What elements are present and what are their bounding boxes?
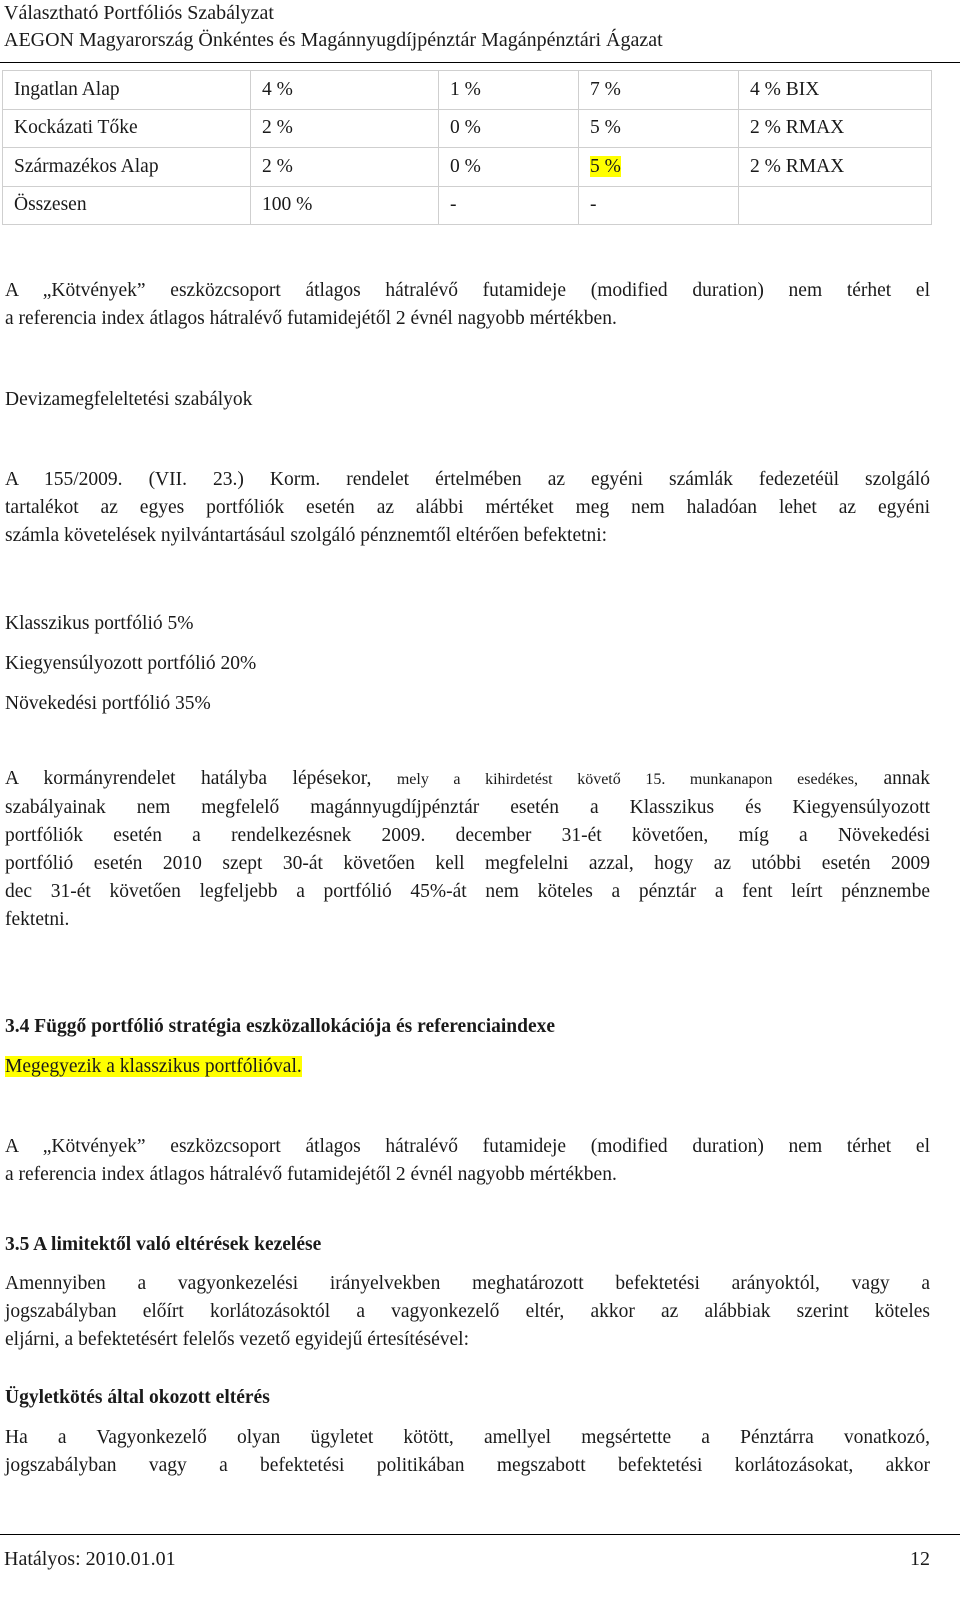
- table-cell: 2 %: [251, 148, 439, 187]
- table-cell: 1 %: [439, 71, 579, 110]
- text-line: eljárni, a befektetésért felelős vezető egyidejű értesítésével:: [5, 1329, 469, 1350]
- text-line: portfóliók esetén a rendelkezésnek 2009. december 31-ét követően, míg a Növekedési: [5, 825, 930, 846]
- allocation-table: [2, 70, 932, 225]
- text-line: A „Kötvények” eszközcsoport átlagos hátralévő futamideje (modified duration) nem térhet el: [5, 280, 930, 301]
- text-span-small: mely a kihirdetést követő 15. munkanapon esedékes,: [396, 771, 859, 788]
- text-line: szabályainak nem megfelelő magánnyugdíjpénztár esetén a Klasszikus és Kiegyensúlyozott: [5, 797, 930, 818]
- table-cell: 0 %: [439, 109, 579, 148]
- table-cell: 2 % RMAX: [739, 148, 932, 187]
- section-3-5-heading: 3.5 A limitektől való eltérések kezelése: [5, 1234, 322, 1255]
- text-line: Ha a Vagyonkezelő olyan ügyletet kötött, amellyel megsértette a Pénztárra vonatkozó,: [5, 1427, 930, 1448]
- effective-date: Hatályos: 2010.01.01: [4, 1548, 176, 1570]
- table-cell: 2 %: [251, 109, 439, 148]
- section-3-4-heading: 3.4 Függő portfólió stratégia eszközallokációja és referenciaindexe: [5, 1016, 556, 1037]
- table-row: [3, 186, 932, 225]
- list-item: Kiegyensúlyozott portfólió 20%: [5, 653, 257, 674]
- page-header: [4, 0, 663, 54]
- table-cell: 7 %: [579, 71, 739, 110]
- text-line: A „Kötvények” eszközcsoport átlagos hátralévő futamideje (modified duration) nem térhet el: [5, 1136, 930, 1157]
- section-3-4-note: [5, 1053, 930, 1081]
- fx-heading: Devizamegfeleltetési szabályok: [5, 389, 253, 410]
- text-span: annak: [883, 768, 931, 789]
- highlighted-value: 5 %: [590, 155, 621, 177]
- text-line: jogszabályban előírt korlátozásoktól a vagyonkezelő eltér, akkor az alábbiak szerint köteles: [5, 1301, 930, 1322]
- document-title: Választható Portfóliós Szabályzat: [4, 2, 274, 24]
- table-cell: [739, 186, 932, 225]
- text-span: A kormányrendelet hatályba lépésekor,: [5, 768, 372, 789]
- duration-paragraph: [5, 277, 930, 333]
- table-cell: Kockázati Tőke: [3, 109, 251, 148]
- text-line: tartalékot az egyes portfóliók esetén az alábbi mértéket meg nem haladóan lehet az egyéni: [5, 497, 930, 518]
- list-item: Növekedési portfólió 35%: [5, 693, 211, 714]
- text-line: portfólió esetén 2010 szept 30-át követően kell megfelelni azzal, hogy az utóbbi esetén 2009: [5, 853, 930, 874]
- text-line: [5, 765, 930, 794]
- transaction-deviation-paragraph: [5, 1424, 930, 1480]
- highlighted-text: Megegyezik a klasszikus portfólióval.: [5, 1056, 302, 1077]
- text-line: dec 31-ét követően legfeljebb a portfólió 45%-át nem köteles a pénztár a fent leírt pénznembe: [5, 881, 930, 902]
- table-cell: 2 % RMAX: [739, 109, 932, 148]
- list-item: Klasszikus portfólió 5%: [5, 613, 194, 634]
- transaction-deviation-heading: Ügyletkötés által okozott eltérés: [5, 1387, 270, 1408]
- table-cell: [579, 148, 739, 187]
- regulation-paragraph: [5, 765, 930, 934]
- table-cell: Származékos Alap: [3, 148, 251, 187]
- portfolio-list: [5, 604, 930, 724]
- section-3-4-paragraph: [5, 1133, 930, 1189]
- text-line: a referencia index átlagos hátralévő futamidejétől 2 évnél nagyobb mértékben.: [5, 308, 617, 329]
- header-divider: [0, 62, 960, 63]
- text-line: számla követelések nyilvántartásául szolgáló pénznemtől eltérően befektetni:: [5, 525, 608, 546]
- table-cell: 4 % BIX: [739, 71, 932, 110]
- table-cell: 4 %: [251, 71, 439, 110]
- text-line: fektetni.: [5, 909, 70, 930]
- table-cell: 0 %: [439, 148, 579, 187]
- footer-divider: [0, 1534, 960, 1535]
- table-cell: -: [579, 186, 739, 225]
- table-cell: Összesen: [3, 186, 251, 225]
- page-number: 12: [910, 1548, 930, 1570]
- document-subtitle: AEGON Magyarország Önkéntes és Magánnyugdíjpénztár Magánpénztári Ágazat: [4, 29, 663, 51]
- fx-paragraph: [5, 466, 930, 550]
- table-row: [3, 109, 932, 148]
- text-line: Amennyiben a vagyonkezelési irányelvekben meghatározott befektetési arányoktól, vagy a: [5, 1273, 930, 1294]
- table-cell: 5 %: [579, 109, 739, 148]
- section-3-5-paragraph: [5, 1270, 930, 1354]
- table-row: [3, 71, 932, 110]
- table-cell: Ingatlan Alap: [3, 71, 251, 110]
- text-line: jogszabályban vagy a befektetési politikában megszabott befektetési korlátozásokat, akkor: [5, 1455, 930, 1476]
- text-line: A 155/2009. (VII. 23.) Korm. rendelet értelmében az egyéni számlák fedezetéül szolgáló: [5, 469, 930, 490]
- text-line: a referencia index átlagos hátralévő futamidejétől 2 évnél nagyobb mértékben.: [5, 1164, 617, 1185]
- table-cell: 100 %: [251, 186, 439, 225]
- table-row: [3, 148, 932, 187]
- table-cell: -: [439, 186, 579, 225]
